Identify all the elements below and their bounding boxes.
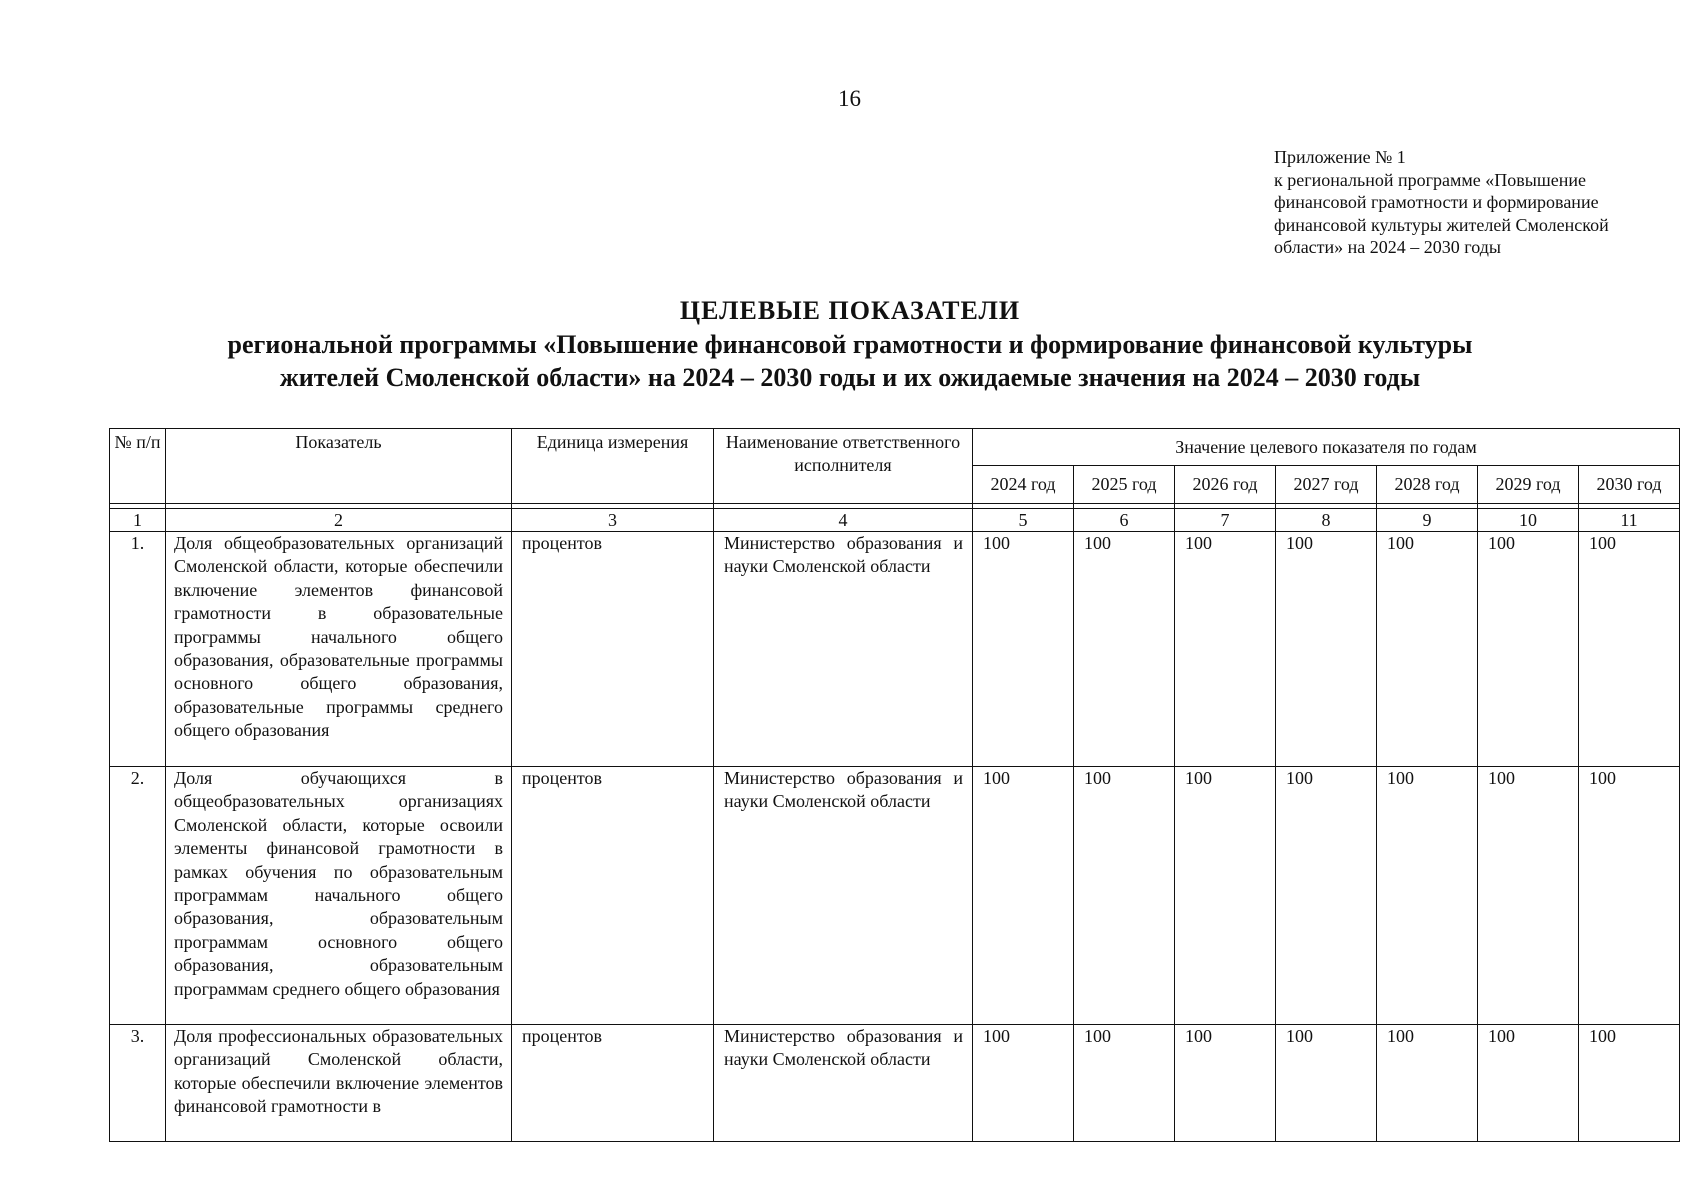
value-cell: 100 bbox=[1276, 1025, 1377, 1142]
column-number-row bbox=[110, 509, 1680, 532]
value-cell: 100 bbox=[1579, 1025, 1680, 1142]
document-title bbox=[60, 294, 1640, 394]
column-number: 8 bbox=[1276, 509, 1377, 532]
value-cell: 100 bbox=[1175, 1025, 1276, 1142]
header-year: 2030 год bbox=[1579, 465, 1680, 503]
column-number: 2 bbox=[166, 509, 512, 532]
appendix-line: финансовой грамотности и формирование bbox=[1274, 192, 1599, 212]
row-number: 2. bbox=[110, 767, 166, 1025]
value-cell: 100 bbox=[1377, 532, 1478, 767]
title-subtitle-line: жителей Смоленской области» на 2024 – 2030 годы и их ожидаемые значения на 2024 – 2030 годы bbox=[279, 363, 1421, 392]
value-cell: 100 bbox=[1276, 532, 1377, 767]
header-executor: Наименование ответственного исполнителя bbox=[714, 429, 973, 504]
column-number: 7 bbox=[1175, 509, 1276, 532]
value-cell: 100 bbox=[1478, 532, 1579, 767]
value-cell: 100 bbox=[1579, 767, 1680, 1025]
appendix-line: финансовой культуры жителей Смоленской bbox=[1274, 214, 1609, 235]
column-number: 9 bbox=[1377, 509, 1478, 532]
table-row bbox=[110, 532, 1680, 767]
header-year: 2024 год bbox=[973, 465, 1074, 503]
unit-text: процентов bbox=[512, 1025, 714, 1142]
appendix-line: области» на 2024 – 2030 годы bbox=[1274, 237, 1501, 257]
header-year: 2028 год bbox=[1377, 465, 1478, 503]
appendix-note bbox=[1274, 146, 1674, 259]
row-number: 3. bbox=[110, 1025, 166, 1142]
unit-text: процентов bbox=[512, 532, 714, 767]
value-cell: 100 bbox=[1175, 767, 1276, 1025]
value-cell: 100 bbox=[1276, 767, 1377, 1025]
header-no: № п/п bbox=[110, 429, 166, 504]
header-row bbox=[110, 429, 1680, 466]
header-values-group: Значение целевого показателя по годам bbox=[973, 429, 1680, 466]
column-number: 6 bbox=[1074, 509, 1175, 532]
value-cell: 100 bbox=[1478, 1025, 1579, 1142]
header-year: 2029 год bbox=[1478, 465, 1579, 503]
indicator-text: Доля профессиональных образовательных организаций Смоленской области, которые обеспечили включение элементов финансовой грамотности в bbox=[166, 1025, 512, 1142]
appendix-line: Приложение № 1 bbox=[1274, 147, 1406, 167]
title-subtitle-line: региональной программы «Повышение финансовой грамотности и формирование финансовой культуры bbox=[227, 330, 1473, 359]
value-cell: 100 bbox=[973, 532, 1074, 767]
header-unit: Единица измерения bbox=[512, 429, 714, 504]
value-cell: 100 bbox=[1074, 532, 1175, 767]
value-cell: 100 bbox=[1074, 1025, 1175, 1142]
indicator-text: Доля общеобразовательных организаций Смоленской области, которые обеспечили включение элементов финансовой грамотности в образовательные программы начального общего образования, образовательные программы основного общего образования, образовательные программы среднего общего образования bbox=[166, 532, 512, 767]
table-row bbox=[110, 1025, 1680, 1142]
title-main: ЦЕЛЕВЫЕ ПОКАЗАТЕЛИ bbox=[679, 296, 1021, 325]
executor-text: Министерство образования и науки Смоленской области bbox=[714, 767, 973, 1025]
executor-text: Министерство образования и науки Смоленской области bbox=[714, 532, 973, 767]
appendix-line: к региональной программе «Повышение bbox=[1274, 169, 1586, 190]
executor-text: Министерство образования и науки Смоленской области bbox=[714, 1025, 973, 1142]
value-cell: 100 bbox=[1377, 767, 1478, 1025]
header-year: 2027 год bbox=[1276, 465, 1377, 503]
value-cell: 100 bbox=[973, 767, 1074, 1025]
value-cell: 100 bbox=[973, 1025, 1074, 1142]
page-number: 16 bbox=[838, 86, 861, 111]
column-number: 4 bbox=[714, 509, 973, 532]
header-year: 2025 год bbox=[1074, 465, 1175, 503]
column-number: 11 bbox=[1579, 509, 1680, 532]
indicator-text: Доля обучающихся в общеобразовательных организациях Смоленской области, которые освоили элементы финансовой грамотности в рамках обучения по образовательным программам начального общего образования, образовательным программам основного общего образования, образовательным программам среднего общего образования bbox=[166, 767, 512, 1025]
value-cell: 100 bbox=[1074, 767, 1175, 1025]
value-cell: 100 bbox=[1377, 1025, 1478, 1142]
header-indicator: Показатель bbox=[166, 429, 512, 504]
indicators-table bbox=[109, 428, 1680, 1142]
table-row bbox=[110, 767, 1680, 1025]
row-number: 1. bbox=[110, 532, 166, 767]
column-number: 10 bbox=[1478, 509, 1579, 532]
column-number: 1 bbox=[110, 509, 166, 532]
value-cell: 100 bbox=[1175, 532, 1276, 767]
value-cell: 100 bbox=[1478, 767, 1579, 1025]
column-number: 3 bbox=[512, 509, 714, 532]
column-number: 5 bbox=[973, 509, 1074, 532]
value-cell: 100 bbox=[1579, 532, 1680, 767]
header-year: 2026 год bbox=[1175, 465, 1276, 503]
unit-text: процентов bbox=[512, 767, 714, 1025]
